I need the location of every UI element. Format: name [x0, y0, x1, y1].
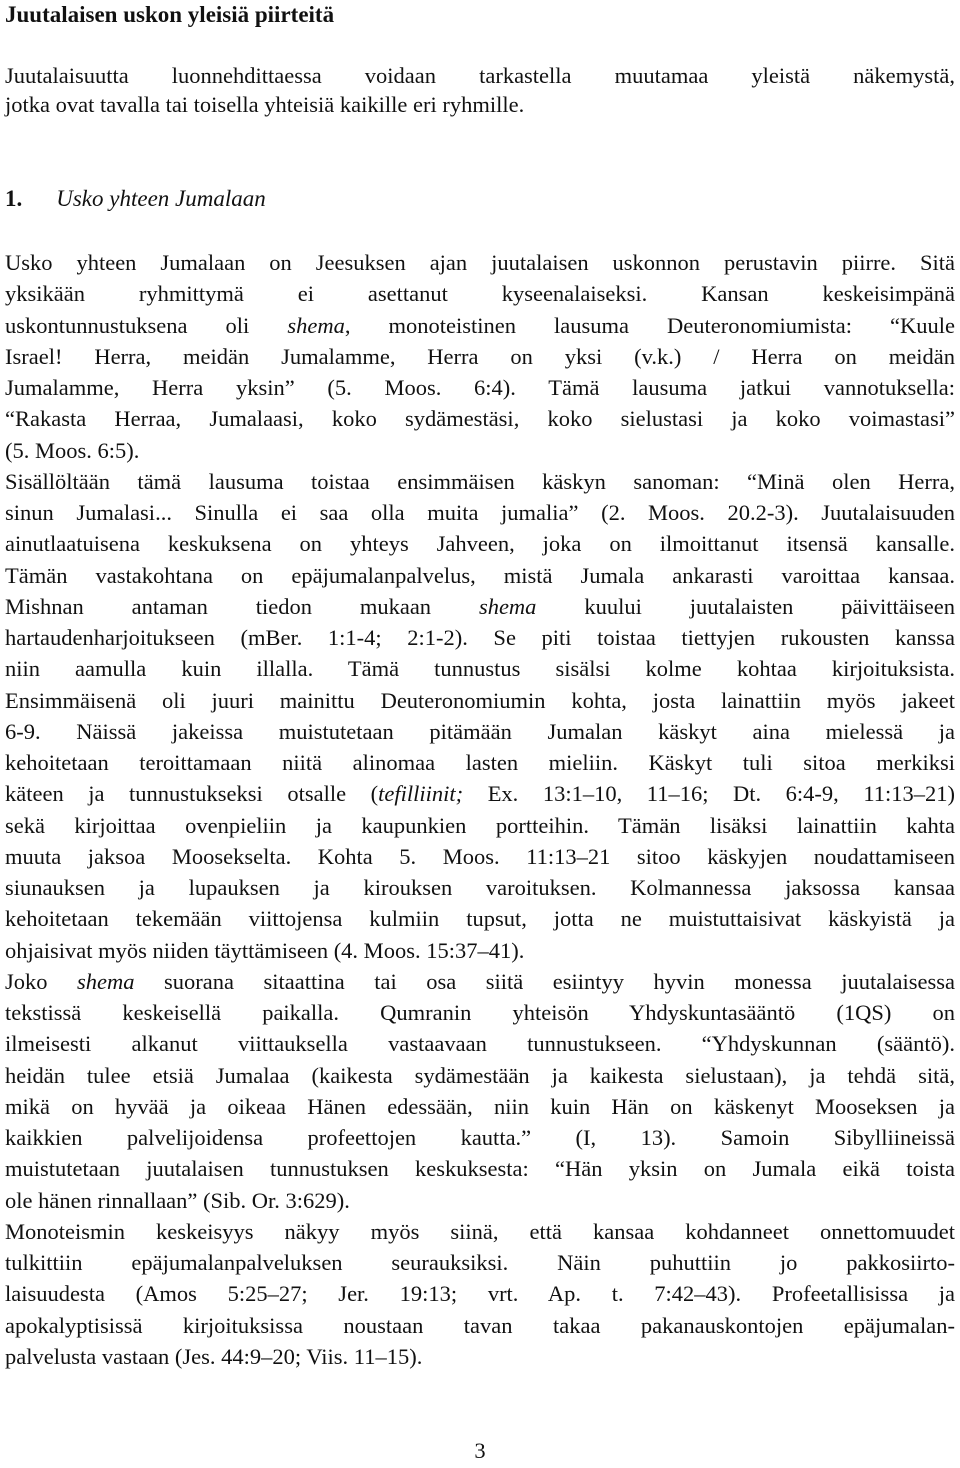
- body-line: [5, 592, 955, 622]
- italic-term: shema: [287, 312, 345, 338]
- body-line: [5, 342, 955, 372]
- line-text: tekstissä keskeisellä paikalla. Qumranin yhteisön Yhdyskuntasääntö (1QS) on: [5, 1000, 955, 1025]
- body-line: [5, 1186, 955, 1216]
- line-text: siunauksen ja lupauksen ja kirouksen varoituksen. Kolmannessa jaksossa kansaa: [5, 875, 955, 900]
- body-line: [5, 717, 955, 747]
- line-text: Joko: [5, 968, 78, 994]
- body-line: [5, 373, 955, 403]
- section-number: 1.: [5, 186, 23, 211]
- line-text: muistutetaan juutalaisen tunnustuksen keskuksesta: “Hän yksin on Jumala eikä toista: [5, 1156, 955, 1182]
- line-text: 6-9. Näissä jakeissa muistutetaan pitämään Jumalan käskyt aina mielessä ja: [5, 718, 955, 744]
- italic-term: shema: [478, 593, 537, 619]
- line-text: hartaudenharjoitukseen (mBer. 1:1-4; 2:1-2). Se piti toistaa tiettyjen rukousten kanssa: [5, 625, 955, 650]
- line-text: sinun Jumalasi... Sinulla ei saa olla muita jumalia” (2. Moos. 20.2-3). Juutalaisuuden: [5, 500, 955, 525]
- line-text: Sisällöltään tämä lausuma toistaa ensimmäisen käskyn sanoman: “Minä olen Herra,: [5, 468, 955, 494]
- line-text: ohjaisivat myös niiden täyttämiseen (4. Moos. 15:37–41).: [5, 937, 525, 963]
- body-line: [5, 686, 955, 716]
- line-text: Israel! Herra, meidän Jumalamme, Herra on yksi (v.k.) / Herra on meidän: [5, 343, 955, 369]
- line-text: Usko yhteen Jumalaan on Jeesuksen ajan juutalaisen uskonnon perustavin piirre. Sitä: [5, 250, 955, 275]
- line-text: laisuudesta (Amos 5:25–27; Jer. 19:13; vrt. Ap. t. 7:42–43). Profeetallisissa ja: [5, 1281, 955, 1307]
- line-text: Monoteismin keskeisyys näkyy myös siinä, että kansaa kohdanneet onnettomuudet: [5, 1218, 955, 1244]
- italic-term: shema: [77, 968, 135, 994]
- body-line: [5, 873, 955, 903]
- body-line: [5, 811, 955, 841]
- line-text: kaikkien palvelijoidensa profeettojen kautta.” (I, 13). Samoin Sibylliineissä: [5, 1125, 955, 1150]
- page-number: 3: [474, 1438, 486, 1463]
- body-line: [5, 779, 955, 809]
- line-text: , monoteistinen lausuma Deuteronomiumista: “Kuule: [344, 312, 956, 338]
- line-text: yksikään ryhmittymä ei asettanut kyseenalaiseksi. Kansan keskeisimpänä: [5, 281, 955, 307]
- line-text: ilmeisesti alkanut viittauksella vastaavaan tunnustukseen. “Yhdyskunnan (sääntö).: [5, 1031, 955, 1057]
- line-text: kuului juutalaisten päivittäiseen: [536, 593, 955, 619]
- line-text: Mishnan antaman tiedon mukaan: [5, 593, 479, 619]
- body-line: [5, 1061, 955, 1091]
- body-line: [5, 936, 955, 966]
- line-text: kehoitetaan tekemään viittojensa kulmiin tupsut, jotta ne muistuttaisivat käskyistä ja: [5, 906, 955, 932]
- body-line: [5, 529, 955, 559]
- intro-line: Juutalaisuutta luonnehdittaessa voidaan tarkastella muutamaa yleistä näkemystä,: [5, 63, 955, 88]
- line-text: niin aamulla kuin illalla. Tämä tunnustus sisälsi kolme kohtaa kirjoituksista.: [5, 656, 955, 682]
- line-text: uskontunnustuksena oli: [5, 312, 288, 338]
- body-line: [5, 404, 955, 434]
- body-line: [5, 436, 955, 466]
- line-text: (5. Moos. 6:5).: [5, 437, 140, 463]
- body-line: [5, 1123, 955, 1153]
- line-text: kehoitetaan teroittamaan niitä alinomaa lasten mieliin. Käskyt tuli sitoa merkiksi: [5, 750, 955, 775]
- body-line: [5, 1154, 955, 1184]
- body-line: [5, 842, 955, 872]
- line-text: suorana sitaattina tai osa siitä esiintyy hyvin monessa juutalaisessa: [134, 968, 955, 994]
- body-line: [5, 279, 955, 309]
- line-text: muuta jaksoa Moosekselta. Kohta 5. Moos. 11:13–21 sitoo käskyjen noudattamiseen: [5, 843, 955, 869]
- body-line: [5, 248, 955, 278]
- body-line: [5, 1279, 955, 1309]
- line-text: tulkittiin epäjumalanpalveluksen seurauksiksi. Näin puhuttiin jo pakkosiirto-: [5, 1250, 955, 1275]
- italic-term: tefilliinit;: [378, 781, 464, 807]
- line-text: heidän tulee etsiä Jumalaa (kaikesta sydämestään ja kaikesta sielustaan), ja tehdä sitä,: [5, 1062, 955, 1088]
- line-text: apokalyptisissä kirjoituksissa noustaan tavan takaa pakanauskontojen epäjumalan-: [5, 1312, 955, 1338]
- line-text: Jumalamme, Herra yksin” (5. Moos. 6:4). Tämä lausuma jatkui vannotuksella:: [5, 375, 955, 400]
- line-text: palvelusta vastaan (Jes. 44:9–20; Viis. 11–15).: [5, 1343, 423, 1369]
- line-text: “Rakasta Herraa, Jumalaasi, koko sydämestäsi, koko sielustasi ja koko voimastasi”: [5, 406, 955, 432]
- line-text: ole hänen rinnallaan” (Sib. Or. 3:629).: [5, 1187, 350, 1213]
- body-line: [5, 623, 955, 653]
- body-line: [5, 748, 955, 778]
- body-line: [5, 561, 955, 591]
- body-line: [5, 1248, 955, 1278]
- body-line: [5, 498, 955, 528]
- line-text: Ensimmäisenä oli juuri mainittu Deuteronomiumin kohta, josta lainattiin myös jakeet: [5, 687, 955, 713]
- page-heading: Juutalaisen uskon yleisiä piirteitä: [5, 2, 335, 27]
- body-line: [5, 1029, 955, 1059]
- body-line: [5, 1092, 955, 1122]
- line-text: käteen ja tunnustukseksi otsalle (: [5, 781, 379, 807]
- body-line: [5, 967, 955, 997]
- section-title: [5, 184, 266, 214]
- line-text: mikä on hyvää ja oikeaa Hänen edessään, niin kuin Hän on käskenyt Mooseksen ja: [5, 1093, 955, 1119]
- body-line: [5, 1311, 955, 1341]
- body-line: [5, 1342, 955, 1372]
- intro-line: jotka ovat tavalla tai toisella yhteisiä kaikille eri ryhmille.: [5, 92, 525, 117]
- body-line: [5, 467, 955, 497]
- line-text: Tämän vastakohtana on epäjumalanpalvelus, mistä Jumala ankarasti varoittaa kansaa.: [5, 562, 955, 588]
- body-line: [5, 998, 955, 1028]
- body-line: [5, 1217, 955, 1247]
- section-title-text: Usko yhteen Jumalaan: [56, 186, 266, 211]
- body-line: [5, 654, 955, 684]
- body-line: [5, 311, 955, 341]
- body-line: [5, 904, 955, 934]
- line-text: ainutlaatuisena keskuksena on yhteys Jahveen, joka on ilmoittanut itsensä kansalle.: [5, 531, 955, 557]
- line-text: Ex. 13:1–10, 11–16; Dt. 6:4-9, 11:13–21): [463, 781, 955, 807]
- line-text: sekä kirjoittaa ovenpieliin ja kaupunkien portteihin. Tämän lisäksi lainattiin kahta: [5, 812, 955, 838]
